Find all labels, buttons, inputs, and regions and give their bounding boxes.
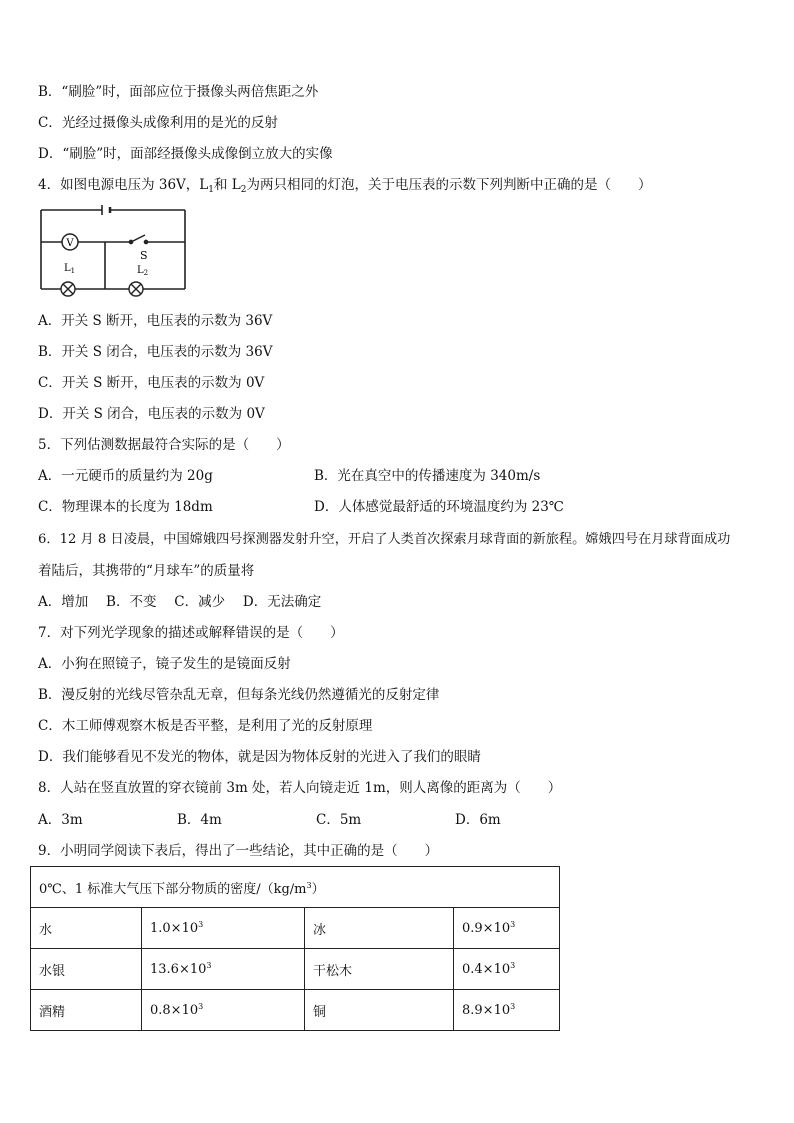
- switch-symbol: [129, 235, 147, 244]
- q6-stem-line1: 6．12 月 8 日凌晨，中国嫦娥四号探测器发射升空，开启了人类首次探索月球背面的新旅程。嫦娥四号在月球背面成功: [38, 532, 731, 547]
- substance-name: 冰: [305, 908, 454, 949]
- q6-stem-line2: 着陆后，其携带的“月球车”的质量将: [38, 563, 255, 579]
- density-value: $0.4\times 10^3$: [454, 949, 560, 990]
- q4-option-d: D．开关 S 闭合，电压表的示数为 0V: [38, 406, 265, 422]
- q8-option-a: A．3m: [38, 812, 83, 828]
- density-value: $8.9\times 10^3$: [454, 990, 560, 1031]
- q4-option-c: C．开关 S 断开，电压表的示数为 0V: [38, 375, 265, 391]
- table-row: [31, 908, 560, 949]
- q5-option-c: C．物理课本的长度为 18dm: [38, 499, 213, 515]
- q8-option-d: D．6m: [455, 812, 501, 828]
- density-table: [30, 866, 560, 1031]
- q3-option-d: D．“刷脸”时，面部经摄像头成像倒立放大的实像: [38, 146, 333, 162]
- density-value: $0.9\times 10^3$: [454, 908, 560, 949]
- q9-stem: 9．小明同学阅读下表后，得出了一些结论，其中正确的是（ ）: [38, 843, 439, 859]
- q7-option-d: D．我们能够看见不发光的物体，就是因为物体反射的光进入了我们的眼睛: [38, 749, 481, 765]
- q4-option-b: B．开关 S 闭合，电压表的示数为 36V: [38, 344, 273, 360]
- density-value: $13.6\times 10^3$: [142, 949, 305, 990]
- q7-stem: 7．对下列光学现象的描述或解释错误的是（ ）: [38, 625, 344, 641]
- lamp2-symbol: [129, 282, 143, 296]
- table-title: 0℃、1 标准大气压下部分物质的密度$/(kg/m^3)$: [31, 867, 560, 908]
- q3-option-c: C．光经过摄像头成像利用的是光的反射: [38, 115, 278, 131]
- table-header-row: [31, 867, 560, 908]
- circuit-diagram: [38, 205, 188, 299]
- table-row: [31, 990, 560, 1031]
- substance-name: 水: [31, 908, 142, 949]
- lamp2-label: $L_2$: [137, 265, 149, 277]
- q4-option-a: A．开关 S 断开，电压表的示数为 36V: [38, 313, 273, 329]
- lamp1-symbol: [61, 282, 75, 296]
- lamp1-label: $L_1$: [64, 263, 76, 275]
- q6-options: A．增加 B．不变 C．减少 D．无法确定: [38, 594, 322, 610]
- q5-option-a: A．一元硬币的质量约为 20g: [38, 468, 213, 484]
- q5-stem: 5．下列估测数据最符合实际的是（ ）: [38, 437, 290, 453]
- svg-text:V: V: [66, 238, 74, 249]
- substance-name: 水银: [31, 949, 142, 990]
- q8-stem: 8．人站在竖直放置的穿衣镜前 3m 处，若人向镜走近 1m，则人离像的距离为（ ）: [38, 780, 562, 796]
- switch-label: S: [140, 249, 148, 262]
- q7-option-b: B．漫反射的光线尽管杂乱无章，但每条光线仍然遵循光的反射定律: [38, 687, 440, 703]
- table-row: [31, 949, 560, 990]
- q8-option-b: B．4m: [177, 812, 222, 828]
- q4-stem: 4．如图电源电压为 36V，$L_1$和 $L_2$为两只相同的灯泡，关于电压表的示数下列判断中正确的是（ ）: [38, 177, 652, 195]
- q3-option-b: B．“刷脸”时，面部应位于摄像头两倍焦距之外: [38, 84, 319, 100]
- q8-option-c: C．5m: [316, 812, 362, 828]
- q5-option-d: D．人体感觉最舒适的环境温度约为 23℃: [314, 499, 564, 515]
- density-value: $1.0\times 10^3$: [142, 908, 305, 949]
- q7-option-c: C．木工师傅观察木板是否平整，是利用了光的反射原理: [38, 718, 373, 734]
- battery-symbol: [102, 205, 110, 215]
- substance-name: 酒精: [31, 990, 142, 1031]
- voltmeter-symbol: [62, 234, 78, 250]
- substance-name: 干松木: [305, 949, 454, 990]
- substance-name: 铜: [305, 990, 454, 1031]
- density-value: $0.8\times 10^3$: [142, 990, 305, 1031]
- q5-option-b: B．光在真空中的传播速度为 340m/s: [314, 468, 541, 484]
- q7-option-a: A．小狗在照镜子，镜子发生的是镜面反射: [38, 656, 291, 672]
